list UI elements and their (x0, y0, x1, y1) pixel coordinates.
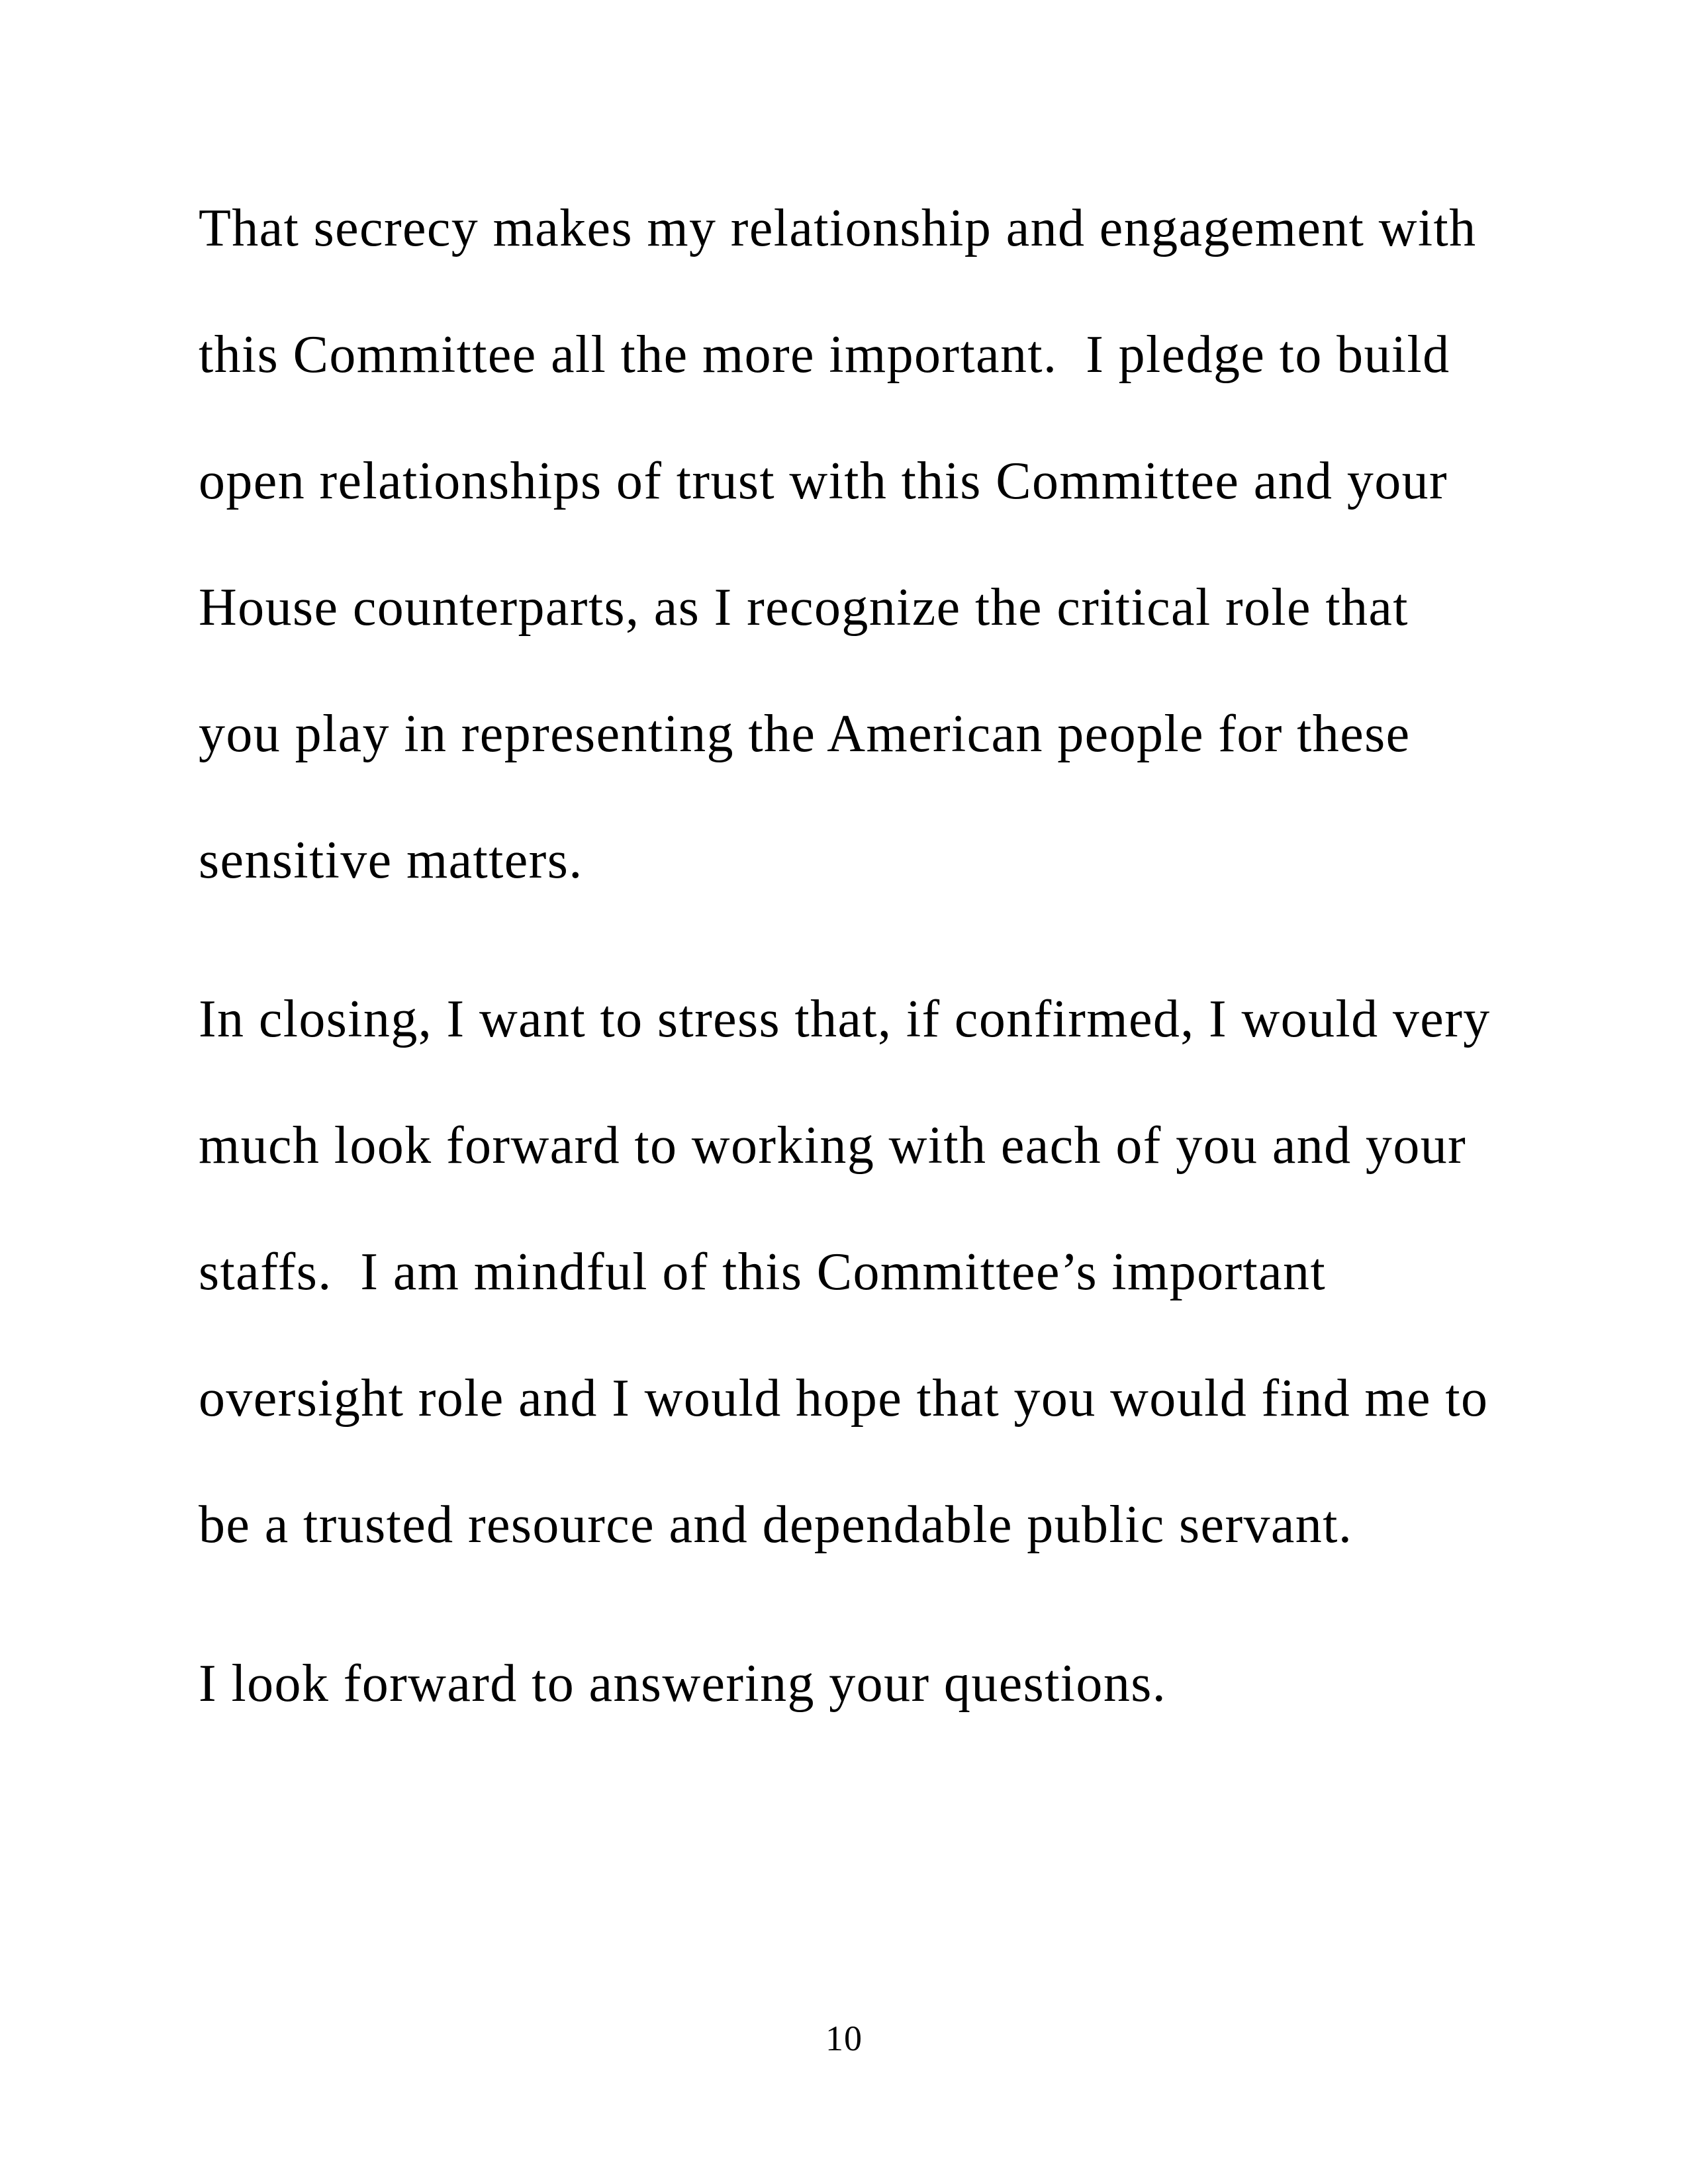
body-line: oversight role and I would hope that you would find me to (199, 1369, 1489, 1428)
body-line: House counterparts, as I recognize the critical role that (199, 578, 1409, 637)
body-line: you play in representing the American people for these (199, 705, 1411, 763)
body-line: staffs. I am mindful of this Committee’s important (199, 1243, 1327, 1301)
paragraph-questions (199, 1621, 1489, 1747)
paragraph-closing (199, 956, 1489, 1588)
paragraph-secrecy (199, 165, 1489, 924)
body-line: open relationships of trust with this Committee and your (199, 452, 1448, 510)
page-number: 10 (825, 2019, 863, 2058)
document-body (199, 165, 1489, 1780)
body-line: be a trusted resource and dependable public servant. (199, 1496, 1353, 1554)
body-line: sensitive matters. (199, 831, 583, 889)
body-line: In closing, I want to stress that, if confirmed, I would very (199, 990, 1491, 1048)
body-line: much look forward to working with each of you and your (199, 1116, 1467, 1175)
body-line: this Committee all the more important. I pledge to build (199, 326, 1450, 384)
body-line: That secrecy makes my relationship and engagement with (199, 199, 1477, 257)
body-line: I look forward to answering your questions. (199, 1655, 1167, 1713)
